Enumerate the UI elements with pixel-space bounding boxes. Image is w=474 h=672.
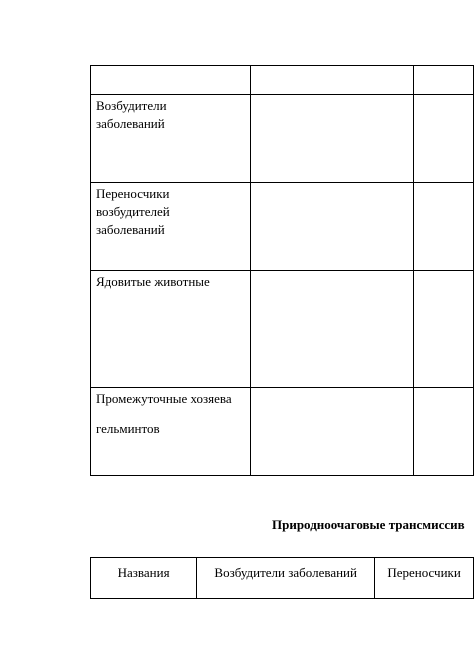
table-cell	[250, 388, 414, 476]
header-cell	[250, 66, 414, 95]
column-header-names: Названия	[91, 558, 197, 599]
table-cell	[414, 183, 474, 271]
table-cell	[250, 271, 414, 388]
organisms-table	[90, 65, 474, 476]
table-cell	[250, 183, 414, 271]
table-header-row	[91, 558, 474, 599]
table-cell	[250, 95, 414, 183]
table-row	[91, 271, 474, 388]
row-label-cell	[91, 388, 251, 476]
table-cell	[414, 388, 474, 476]
row-label-line: гельминтов	[96, 421, 160, 436]
table-cell	[414, 271, 474, 388]
row-label-cell	[91, 183, 251, 271]
table-cell	[414, 95, 474, 183]
column-header-vectors: Переносчики	[375, 558, 474, 599]
table-row	[91, 95, 474, 183]
table-header-row	[91, 66, 474, 95]
header-cell	[414, 66, 474, 95]
row-label-line: заболеваний	[96, 222, 165, 237]
row-label-cell	[91, 271, 251, 388]
row-label-line: возбудителей	[96, 204, 170, 219]
row-label-line: Промежуточные хозяева	[96, 391, 232, 406]
row-label-line: заболеваний	[96, 116, 165, 131]
row-label-cell	[91, 95, 251, 183]
diseases-table	[90, 557, 474, 599]
row-label-line: Переносчики	[96, 186, 170, 201]
table-row	[91, 388, 474, 476]
row-label-line: Возбудители	[96, 98, 167, 113]
header-cell	[91, 66, 251, 95]
section-heading: Природноочаговые трансмиссив	[272, 517, 465, 532]
table-row	[91, 183, 474, 271]
column-header-pathogens: Возбудители заболеваний	[197, 558, 375, 599]
row-label-line: Ядовитые животные	[96, 274, 210, 289]
